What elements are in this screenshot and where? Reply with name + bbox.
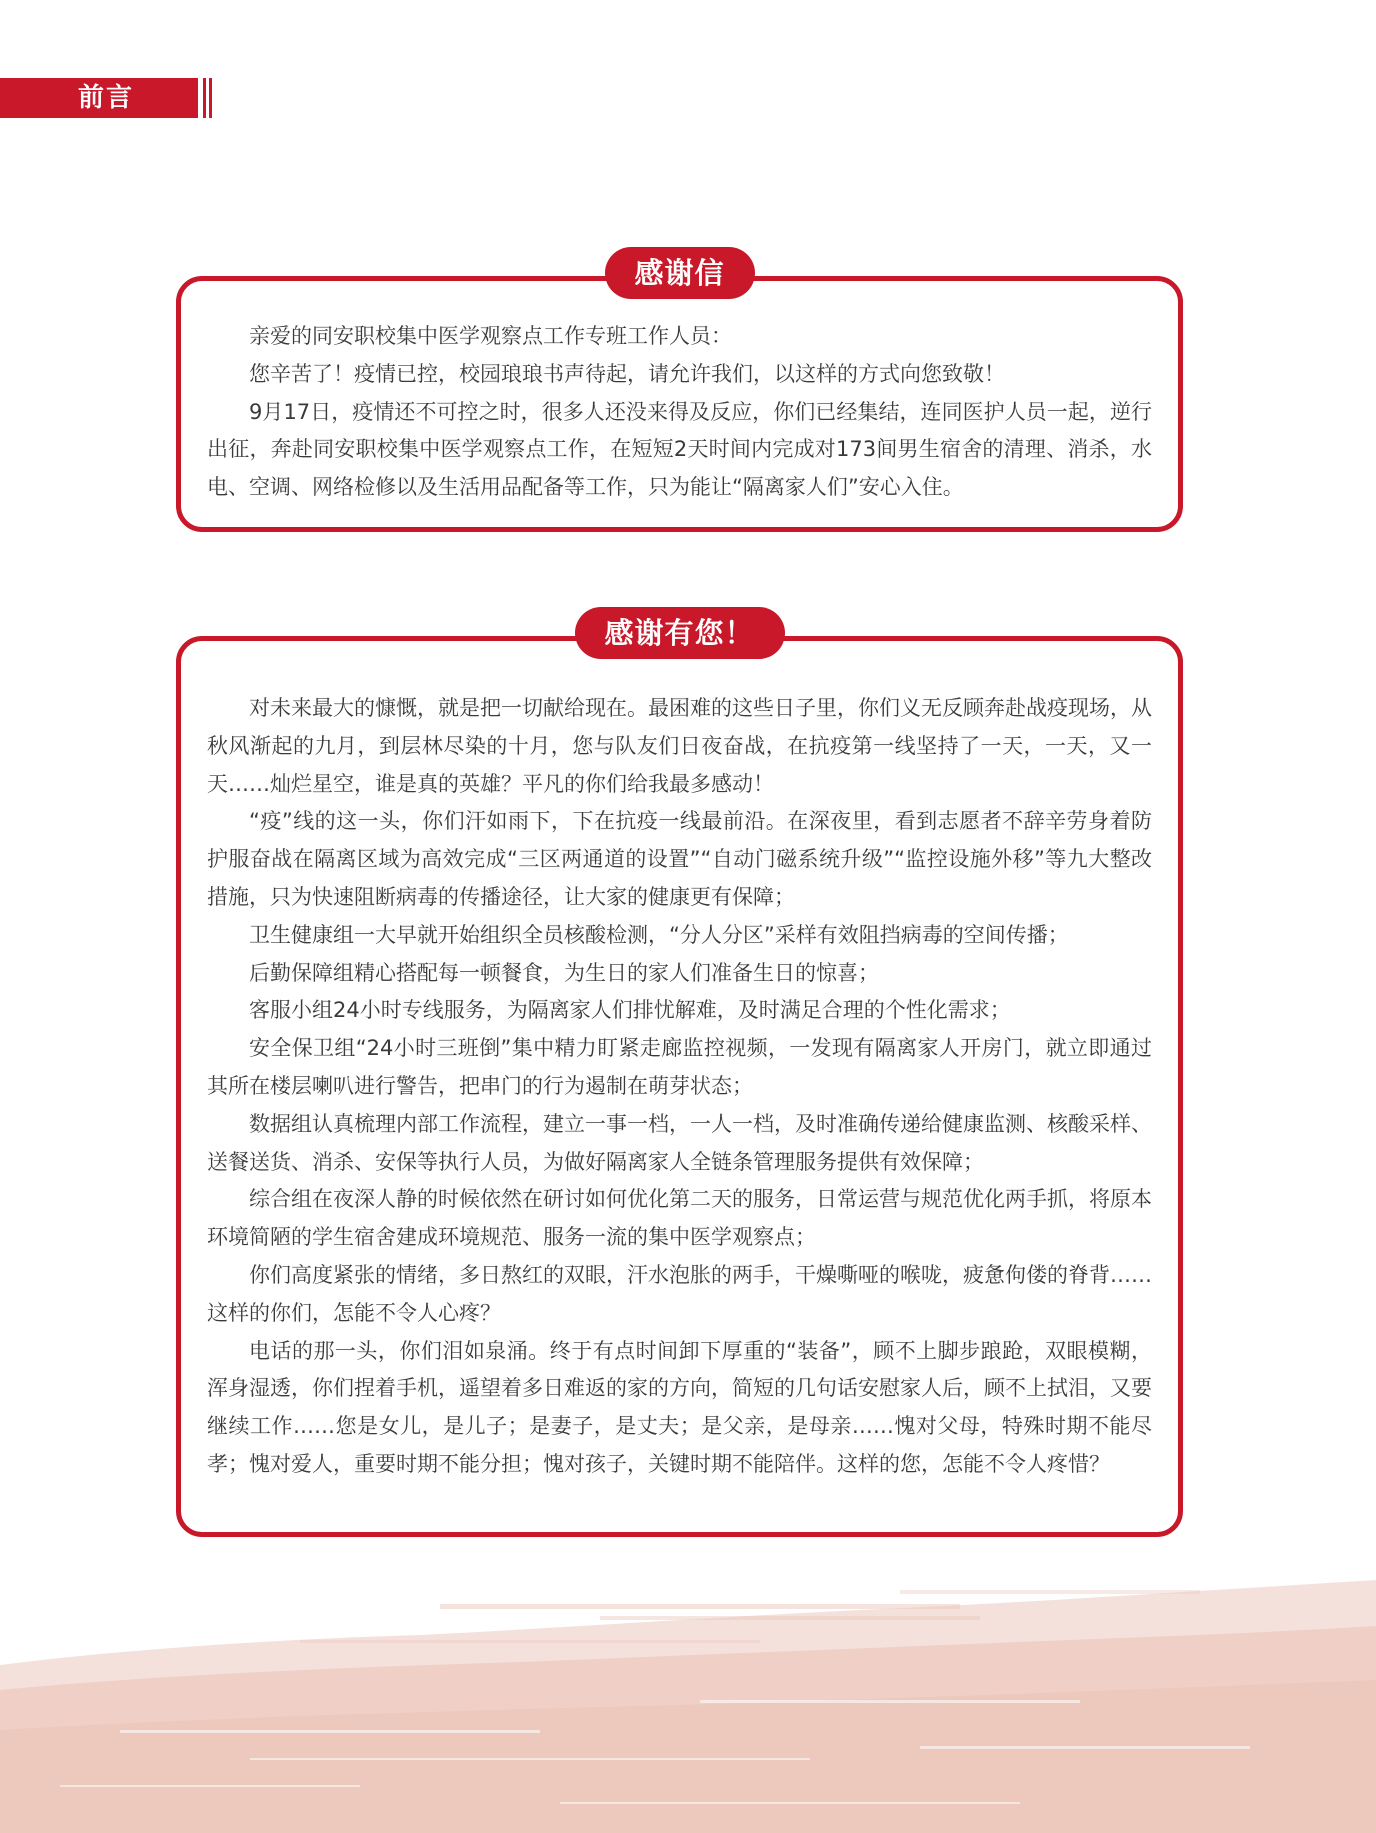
- letter-title: 感谢信: [604, 247, 754, 299]
- thanks-paragraph: 你们高度紧张的情绪，多日熬红的双眼，汗水泡胀的两手，干燥嘶哑的喉咙，疲惫佝偻的脊背……这样的你们，怎能不令人心疼？: [207, 1262, 1152, 1325]
- thanks-paragraph: 对未来最大的慷慨，就是把一切献给现在。最困难的这些日子里，你们义无反顾奔赴战疫现场，从秋风渐起的九月，到层林尽染的十月，您与队友们日夜奋战，在抗疫第一线坚持了一天，一天，又一天……灿烂星空，谁是真的英雄？平凡的你们给我最多感动！: [207, 696, 1152, 796]
- letter-body: [207, 318, 1152, 507]
- tab-stripe: [203, 78, 206, 118]
- thanks-paragraph: 客服小组24小时专线服务，为隔离家人们排忧解难，及时满足合理的个性化需求；: [249, 998, 1011, 1023]
- thanks-paragraph: 数据组认真梳理内部工作流程，建立一事一档，一人一档，及时准确传递给健康监测、核酸采样、送餐送货、消杀、安保等执行人员，为做好隔离家人全链条管理服务提供有效保障；: [207, 1111, 1152, 1174]
- thanks-paragraph: “疫”线的这一头，你们汗如雨下，下在抗疫一线最前沿。在深夜里，看到志愿者不辞辛劳身着防护服奋战在隔离区域为高效完成“三区两通道的设置”“自动门磁系统升级”“监控设施外移”等九大整改措施，只为快速阻断病毒的传播途径，让大家的健康更有保障；: [207, 809, 1152, 909]
- thank-you-letter-card: [176, 256, 1183, 532]
- section-tab-label: 前言: [78, 83, 135, 113]
- brush-stroke-decoration: [0, 1580, 1376, 1833]
- thanks-paragraph: 后勤保障组精心搭配每一顿餐食，为生日的家人们准备生日的惊喜；: [249, 960, 879, 985]
- letter-paragraph: 9月17日，疫情还不可控之时，很多人还没来得及反应，你们已经集结，连同医护人员一起，逆行出征，奔赴同安职校集中医学观察点工作，在短短2天时间内完成对173间男生宿舍的清理、消杀，水电、空调、网络检修以及生活用品配备等工作，只为能让“隔离家人们”安心入住。: [207, 399, 1152, 500]
- thanks-card: [176, 616, 1183, 1537]
- thanks-paragraph: 卫生健康组一大早就开始组织全员核酸检测，“分人分区”采样有效阻挡病毒的空间传播；: [249, 922, 1069, 947]
- letter-paragraph: 亲爱的同安职校集中医学观察点工作专班工作人员：: [249, 324, 732, 348]
- thanks-title: 感谢有您！: [574, 607, 784, 659]
- thanks-body: [207, 690, 1152, 1484]
- letter-paragraph: 您辛苦了！疫情已控，校园琅琅书声待起，请允许我们，以这样的方式向您致敬！: [249, 361, 1005, 386]
- thanks-paragraph: 综合组在夜深人静的时候依然在研讨如何优化第二天的服务，日常运营与规范优化两手抓，将原本环境简陋的学生宿舍建成环境规范、服务一流的集中医学观察点；: [207, 1187, 1152, 1250]
- thanks-paragraph: 安全保卫组“24小时三班倒”集中精力盯紧走廊监控视频，一发现有隔离家人开房门，就立即通过其所在楼层喇叭进行警告，把串门的行为遏制在萌芽状态；: [207, 1036, 1152, 1098]
- tab-stripe: [209, 78, 212, 118]
- thanks-paragraph: 电话的那一头，你们泪如泉涌。终于有点时间卸下厚重的“装备”，顾不上脚步踉跄，双眼模糊，浑身湿透，你们捏着手机，遥望着多日难返的家的方向，简短的几句话安慰家人后，顾不上拭泪，又要继续工作……您是女儿，是儿子；是妻子，是丈夫；是父亲，是母亲……愧对父母，特殊时期不能尽孝；愧对爱人，重要时期不能分担；愧对孩子，关键时期不能陪伴。这样的您，怎能不令人疼惜？: [207, 1338, 1152, 1476]
